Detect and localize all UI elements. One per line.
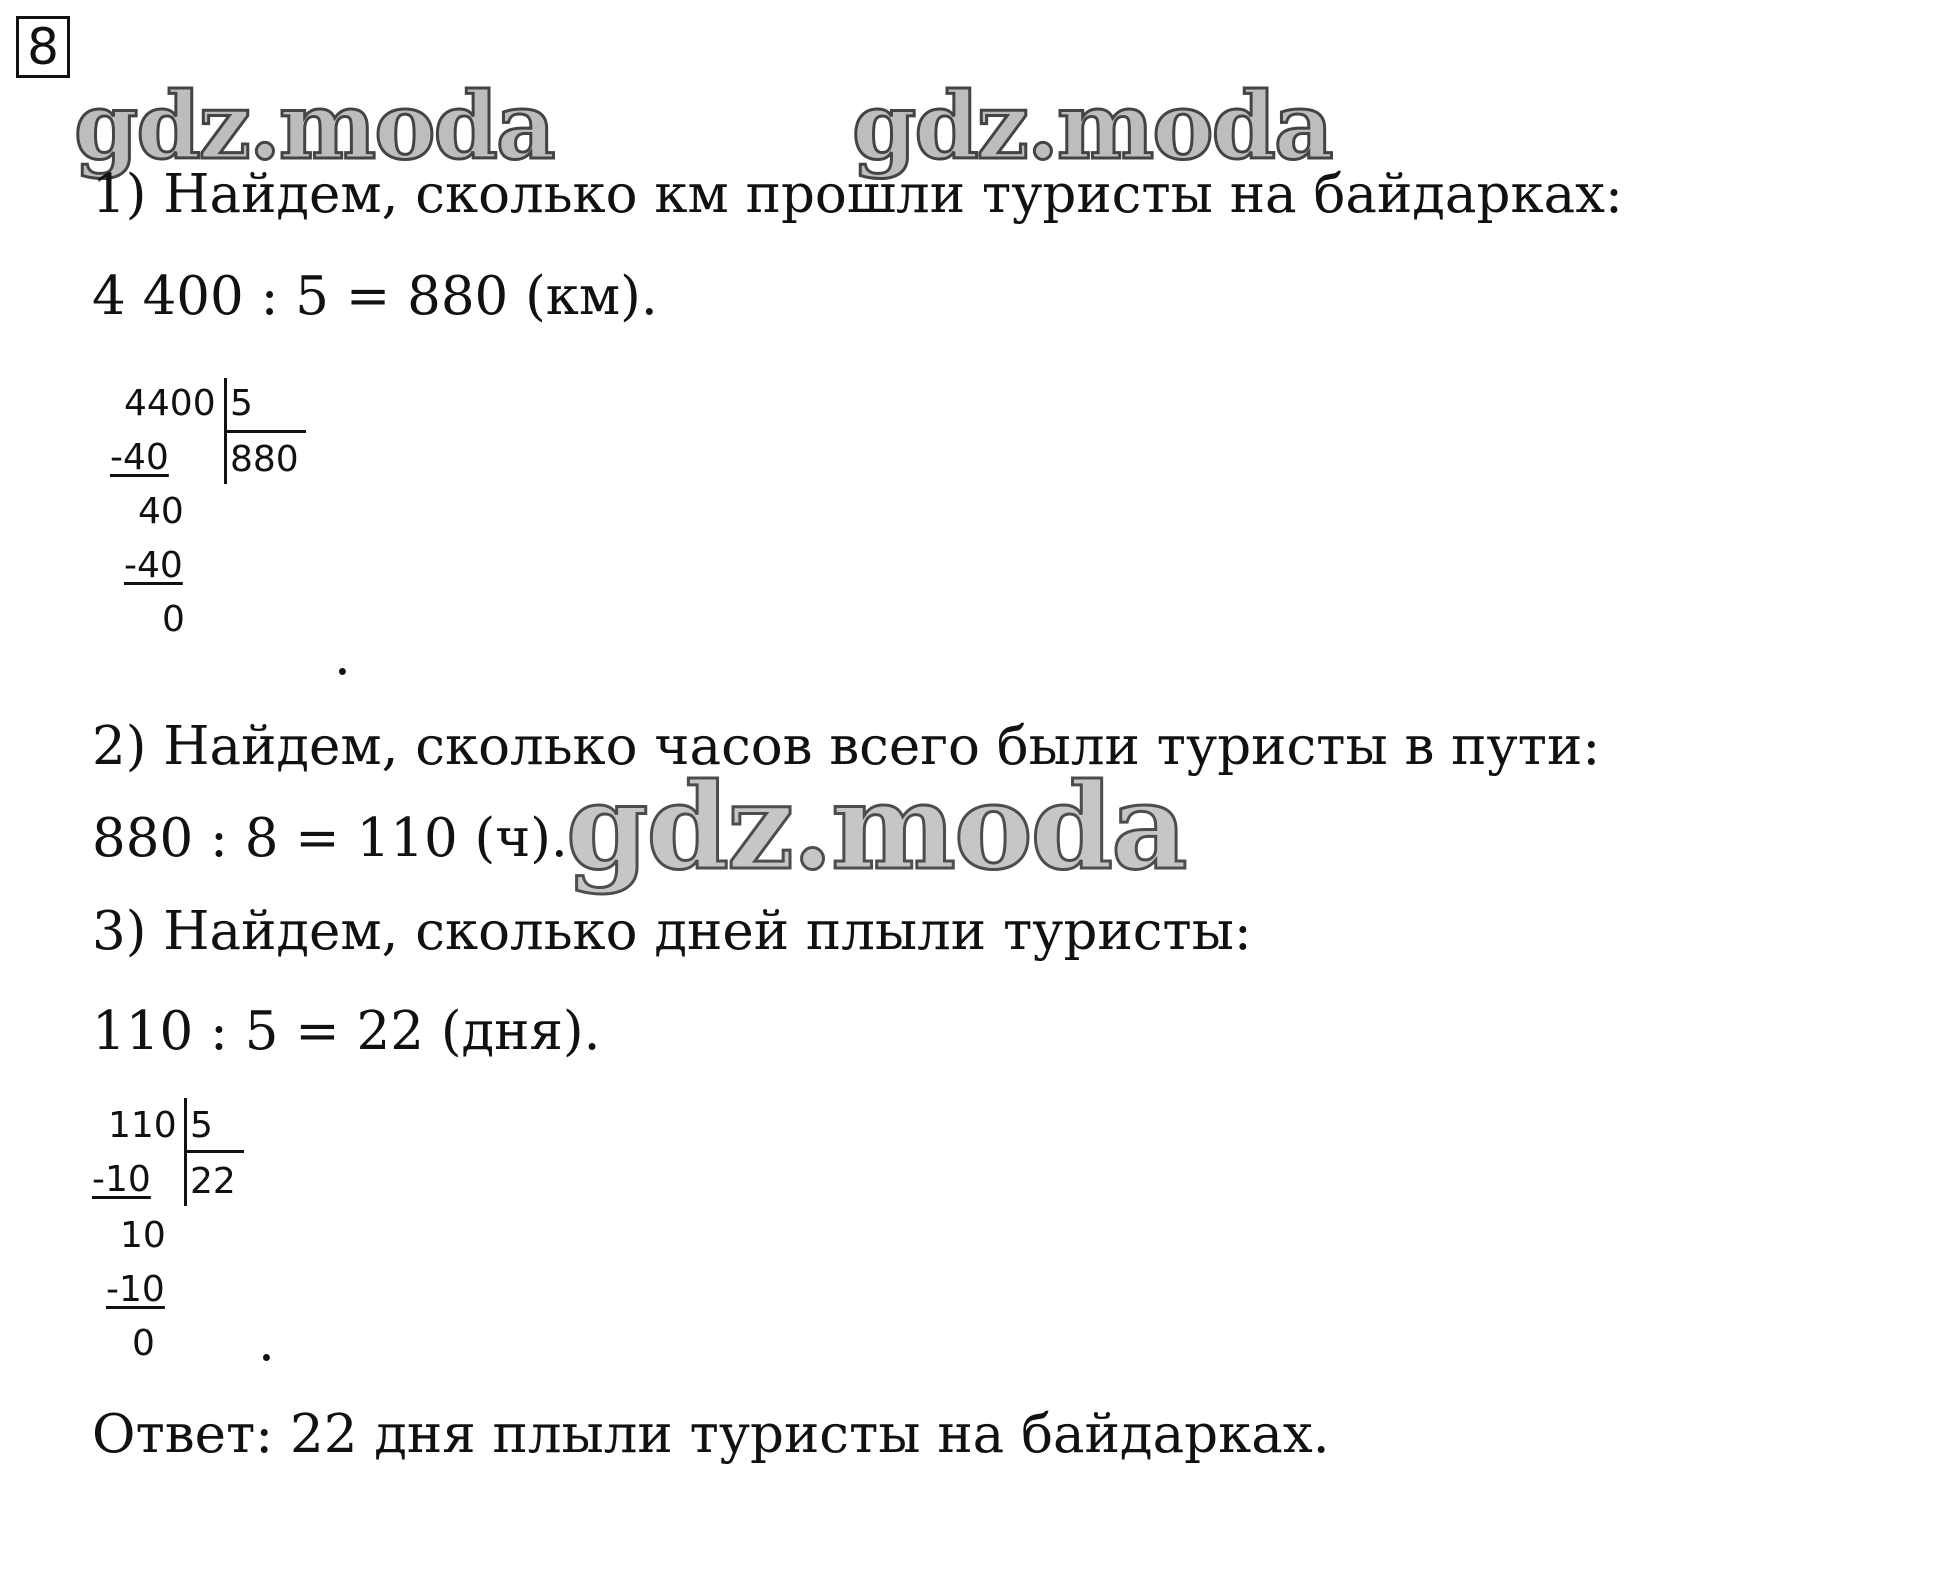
ld2-dividend: 110: [108, 1105, 177, 1146]
ld2-quotient: 22: [190, 1161, 236, 1202]
ld2-row-1: -10: [92, 1159, 151, 1200]
ld1-divisor: 5: [230, 383, 253, 424]
period-2: .: [258, 1312, 275, 1373]
ld1-row-1: -40: [110, 437, 169, 478]
ld1-row-2: 40: [138, 491, 184, 532]
ld2-divisor: 5: [190, 1105, 213, 1146]
ld2-horizontal-bar: [186, 1150, 244, 1153]
task-number-box: 8: [16, 16, 70, 78]
ld1-row-4: 0: [162, 599, 185, 640]
step3-text: 3) Найдем, сколько дней плыли туристы:: [92, 901, 1252, 962]
ld1-dividend: 4400: [124, 383, 216, 424]
ld1-horizontal-bar: [226, 430, 306, 433]
step2-equation: 880 : 8 = 110 (ч).: [92, 808, 568, 869]
watermark-center: gdz.moda: [566, 757, 1186, 896]
ld1-row-3: -40: [124, 545, 183, 586]
answer-text: Ответ: 22 дня плыли туристы на байдарках.: [92, 1404, 1330, 1465]
period-1: .: [334, 626, 351, 687]
step2-text: 2) Найдем, сколько часов всего были туристы в пути:: [92, 716, 1601, 777]
ld2-row-4: 0: [132, 1323, 155, 1364]
step1-equation: 4 400 : 5 = 880 (км).: [92, 266, 658, 327]
watermark-top-left: gdz.moda: [74, 72, 554, 180]
watermark-top-right: gdz.moda: [852, 72, 1332, 180]
step1-text: 1) Найдем, сколько км прошли туристы на байдарках:: [92, 164, 1623, 225]
ld2-row-2: 10: [120, 1215, 166, 1256]
step3-equation: 110 : 5 = 22 (дня).: [92, 1001, 601, 1062]
ld1-quotient: 880: [230, 439, 299, 480]
ld2-row-3: -10: [106, 1269, 165, 1310]
